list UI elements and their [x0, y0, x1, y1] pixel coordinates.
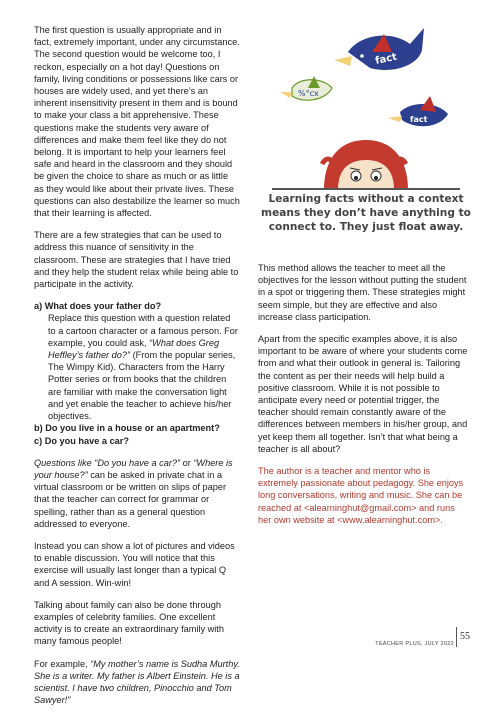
child-peeking-icon — [272, 140, 460, 190]
paragraph: Instead you can show a lot of pictures and videos to enable discussion. You will notice that this exercise will usually last longer than a typical Q and A session. Win-win! — [34, 540, 235, 588]
illustration-caption: Learning facts without a context means they don’t have anything to connect to. They just float away. — [261, 193, 471, 233]
bird-right-icon — [388, 96, 448, 126]
paragraph: There are a few strategies that can be used to address this nuance of sensitivity in the classroom. These are strategies that I have tried and they help the student relax while being able to participate in the activity. — [34, 230, 239, 290]
footer-magazine-name: TEACHER PLUS, JULY 2022 — [375, 641, 454, 647]
svg-text:fact: fact — [374, 51, 398, 67]
author-website[interactable]: <www.alearninghut.com> — [337, 514, 441, 525]
illustration-svg — [252, 22, 480, 192]
question-a: a) What does your father do? — [34, 301, 162, 312]
author-email[interactable]: <alearninghut@gmail.com> — [303, 502, 417, 513]
paragraph: This method allows the teacher to meet all the objectives for the lesson without putting the student in a spot or triggering them. These strategies might seem simple, but they are effective and also increase class participation. — [258, 263, 467, 322]
question-c: c) Do you have a car? — [34, 435, 129, 446]
bird-left-icon — [280, 76, 332, 100]
paragraph: The first question is usually appropriate and in fact, extremely important, under any circumstance. The second question would be welcome too, I reckon, especially on a hot day! Questions on family, living conditions or possessions like cars or houses are widely used, and yet there’s an inherent insensitivity present in them and is bound to make your class a bit apprehensive. These questions make the students very aware of differences and make them feel like they do not belong. It is important to help your learners feel safe and heard in the classroom and they should be given the choice to share as much or as little as they would like about their private lives. These questions can also destabilize the learner so much that their learning is affected. — [34, 25, 240, 219]
list-item — [34, 300, 240, 422]
bird-top-icon — [334, 28, 424, 70]
svg-text:%°cx: %°cx — [298, 89, 319, 98]
footer-divider — [456, 627, 457, 647]
paragraph: For example, “My mother’s name is Sudha Murthy. She is a writer. My father is Albert Einstein. He is a scientist. I have two children, Pinocchio and Tom Sawyer!” — [34, 658, 240, 706]
question-b: b) Do you live in a house or an apartment? — [34, 423, 220, 434]
question-list — [34, 300, 240, 446]
list-item — [34, 422, 240, 434]
svg-text:fact: fact — [410, 115, 428, 124]
paragraph: Questions like “Do you have a car?” or “Where is your house?” can be asked in private chat in a virtual classroom or be written on slips of paper that the teacher can correct for grammar or spelling, rather than as a general question addressed to everyone. — [34, 457, 233, 529]
question-a-explanation: Replace this question with a question related to a cartoon character or a famous person. For example, you could ask, “What does Greg Heffley’s father do?” (From the popular series, The Wimpy Kid). Characters from the Harry Potter series or from books that the children are familiar with make the conversation light and yet enable the teacher to achieve his/her objectives. — [48, 313, 238, 422]
right-column — [258, 262, 470, 536]
left-column — [34, 24, 240, 716]
paragraph: Apart from the specific examples above, it is also important to be aware of where your students come from and what their outlook in general is. Tailoring the content as per their needs will help build a positive classroom. While it is not possible to anticipate every need or potential trigger, the teacher should remain constantly aware of the differences between members in his/her group, and yet keep them all together. Isn’t that what being a teacher is all about? — [258, 334, 468, 454]
list-item — [34, 435, 240, 447]
author-bio: The author is a teacher and mentor who is extremely passionate about pedagogy. She enjoys long conversations, writing and music. She can be reached at <alearninghut@gmail.com> and runs her own website at <www.alearninghut.com>. — [258, 466, 464, 525]
page-number: 55 — [460, 631, 470, 642]
paragraph: Talking about family can also be done through examples of celebrity families. One excellent activity is to create an extraordinary family with many famous people! — [34, 599, 224, 647]
